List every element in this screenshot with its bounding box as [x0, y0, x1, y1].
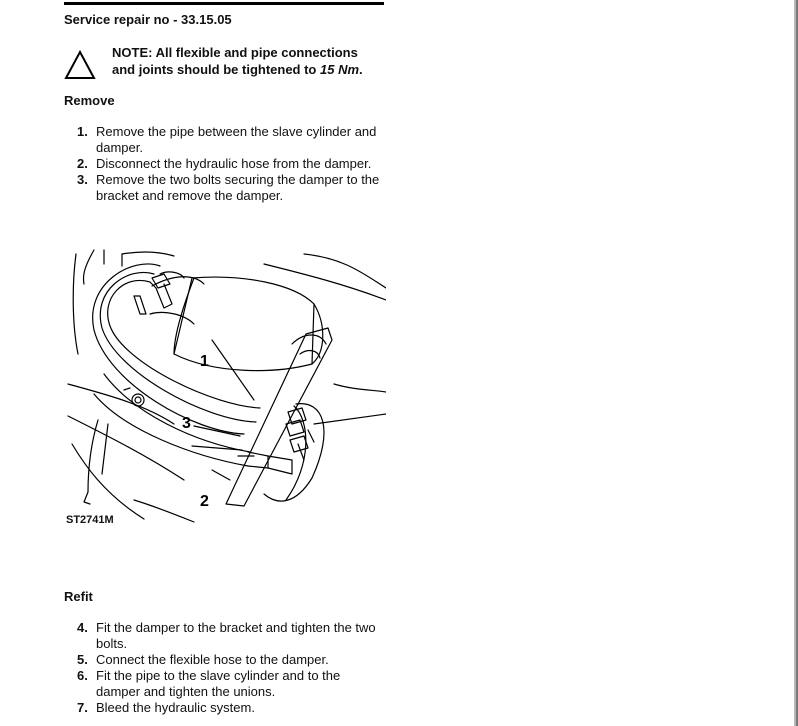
note-text	[112, 44, 382, 78]
remove-heading: Remove	[64, 93, 115, 108]
step-text: Disconnect the hydraulic hose from the damper.	[96, 156, 372, 171]
damper-illustration	[64, 244, 386, 526]
step-text: Fit the damper to the bracket and tighten the two bolts.	[96, 620, 376, 651]
note-torque-value: 15 Nm	[320, 62, 360, 77]
step-number: 3.	[77, 172, 88, 187]
step-text: Bleed the hydraulic system.	[96, 700, 255, 715]
step-item	[64, 668, 386, 700]
figure-code: ST2741M	[66, 514, 114, 526]
step-number: 4.	[77, 620, 88, 635]
callout-1: 1	[200, 353, 209, 370]
step-item	[64, 652, 386, 668]
service-repair-number: Service repair no - 33.15.05	[64, 12, 232, 27]
refit-steps	[64, 620, 386, 716]
step-number: 1.	[77, 124, 88, 139]
step-item	[64, 700, 386, 716]
step-number: 5.	[77, 652, 88, 667]
callout-3: 3	[182, 415, 191, 432]
top-rule	[64, 2, 384, 5]
step-item	[64, 620, 386, 652]
step-text: Fit the pipe to the slave cylinder and to the damper and tighten the unions.	[96, 668, 341, 699]
callout-2: 2	[200, 493, 209, 510]
step-text: Connect the flexible hose to the damper.	[96, 652, 329, 667]
step-item	[64, 124, 386, 156]
step-item	[64, 156, 386, 172]
step-number: 6.	[77, 668, 88, 683]
note-text-end: .	[359, 62, 363, 77]
step-text: Remove the two bolts securing the damper to the bracket and remove the damper.	[96, 172, 380, 203]
step-item	[64, 172, 386, 204]
refit-heading: Refit	[64, 589, 93, 604]
warning-triangle-icon	[64, 50, 96, 80]
remove-steps	[64, 124, 386, 204]
step-number: 7.	[77, 700, 88, 715]
step-text: Remove the pipe between the slave cylinder and damper.	[96, 124, 377, 155]
step-number: 2.	[77, 156, 88, 171]
note-text-main: NOTE: All flexible and pipe connections and joints should be tightened to	[112, 45, 358, 77]
